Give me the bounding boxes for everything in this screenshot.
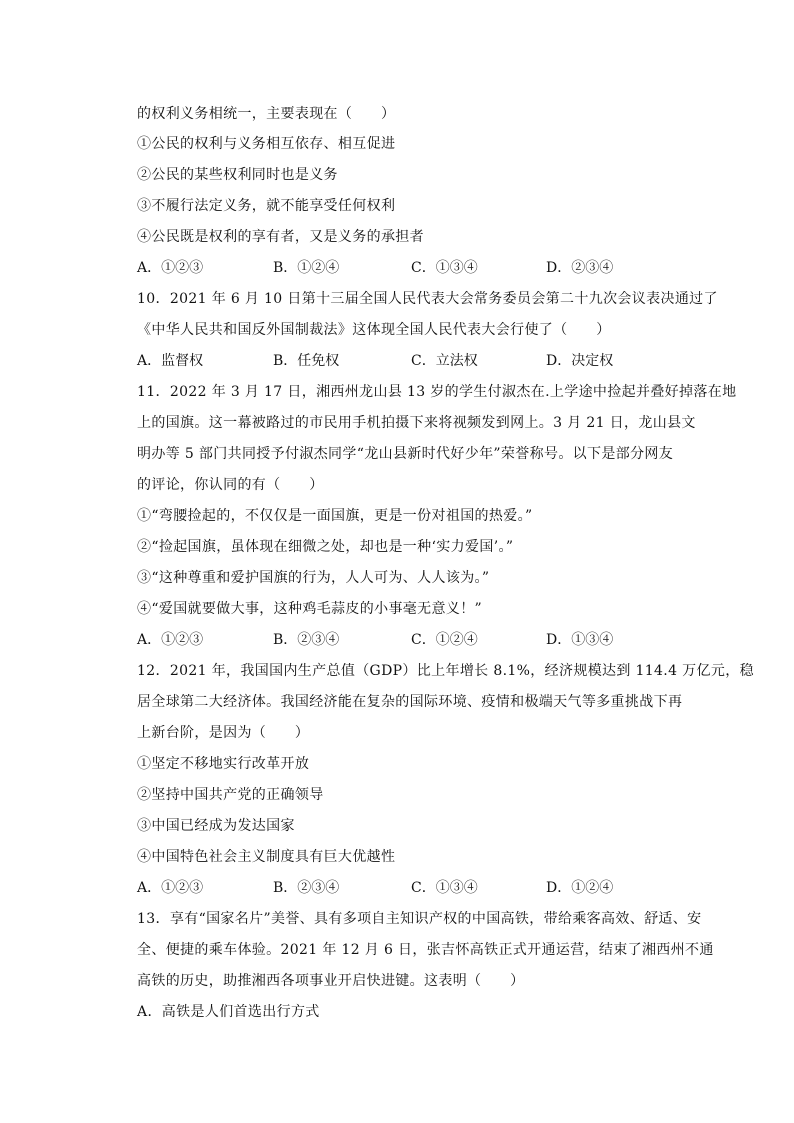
q12-statement-1: ①坚定不移地实行改革开放 (137, 756, 310, 772)
q12-option-c[interactable]: C．①③④ (411, 880, 478, 896)
q9-option-c[interactable]: C．①③④ (411, 260, 478, 276)
q12-stem-line-1: 12．2021 年，我国国内生产总值（GDP）比上年增长 8.1%，经济规模达到 114.4 万亿元，稳 (137, 663, 754, 679)
q9-statement-3: ③不履行法定义务，就不能享受任何权利 (137, 198, 396, 214)
q9-statement-1: ①公民的权利与义务相互依存、相互促进 (137, 136, 396, 152)
q10-option-c[interactable]: C．立法权 (411, 353, 478, 369)
q11-stem-line-4: 的评论，你认同的有（ ） (137, 477, 324, 493)
q10-stem-line-1: 10．2021 年 6 月 10 日第十三届全国人民代表大会常务委员会第二十九次会议表决通过了 (137, 291, 718, 307)
q9-stem-tail: 的权利义务相统一，主要表现在（ ） (137, 106, 396, 122)
q11-options (137, 630, 657, 650)
q12-option-b[interactable]: B．②③④ (273, 880, 340, 896)
q11-statement-1: ①“弯腰捡起的，不仅仅是一面国旗，更是一份对祖国的热爱。” (137, 508, 533, 524)
q11-statement-4: ④“爱国就要做大事，这种鸡毛蒜皮的小事毫无意义！” (137, 601, 483, 617)
q10-stem-line-2: 《中华人民共和国反外国制裁法》这体现全国人民代表大会行使了（ ） (137, 322, 611, 338)
q10-option-d[interactable]: D．决定权 (546, 353, 614, 369)
q9-option-a[interactable]: A．①②③ (137, 260, 204, 276)
q10-option-a[interactable]: A．监督权 (137, 353, 204, 369)
q12-statement-3: ③中国已经成为发达国家 (137, 818, 295, 834)
q11-stem-line-3: 明办等 5 部门共同授予付淑杰同学“龙山县新时代好少年”荣誉称号。以下是部分网友 (137, 446, 674, 462)
q10-options (137, 351, 657, 371)
q13-option-a[interactable]: A．高铁是人们首选出行方式 (137, 1004, 320, 1020)
q12-stem-line-3: 上新台阶，是因为（ ） (137, 725, 310, 741)
q11-option-c[interactable]: C．①②④ (411, 632, 478, 648)
q11-statement-2: ②“捡起国旗，虽体现在细微之处，却也是一种‘实力爱国’。” (137, 539, 514, 555)
q9-option-b[interactable]: B．①②④ (273, 260, 340, 276)
q12-option-d[interactable]: D．①②④ (546, 880, 614, 896)
q13-stem-line-1: 13．享有“国家名片”美誉、具有多项自主知识产权的中国高铁，带给乘客高效、舒适、安 (137, 911, 702, 927)
q11-stem-line-2: 上的国旗。这一幕被路过的市民用手机拍摄下来将视频发到网上。3 月 21 日，龙山县文 (137, 415, 696, 431)
q11-option-a[interactable]: A．①②③ (137, 632, 204, 648)
q13-stem-line-2: 全、便捷的乘车体验。2021 年 12 月 6 日，张吉怀高铁正式开通运营，结束了湘西州不通 (137, 942, 714, 958)
q12-statement-4: ④中国特色社会主义制度具有巨大优越性 (137, 849, 396, 865)
q13-stem-line-3: 高铁的历史，助推湘西各项事业开启快进键。这表明（ ） (137, 973, 525, 989)
q11-statement-3: ③“这种尊重和爱护国旗的行为，人人可为、人人该为。” (137, 570, 490, 586)
q10-option-b[interactable]: B．任免权 (273, 353, 340, 369)
q11-option-b[interactable]: B．②③④ (273, 632, 340, 648)
q11-stem-line-1: 11．2022 年 3 月 17 日，湘西州龙山县 13 岁的学生付淑杰在.上学途中捡起并叠好掉落在地 (137, 384, 737, 400)
q9-options (137, 258, 657, 278)
q12-stem-line-2: 居全球第二大经济体。我国经济能在复杂的国际环境、疫情和极端天气等多重挑战下再 (137, 694, 683, 710)
q12-option-a[interactable]: A．①②③ (137, 880, 204, 896)
q12-statement-2: ②坚持中国共产党的正确领导 (137, 787, 324, 803)
q9-statement-2: ②公民的某些权利同时也是义务 (137, 167, 338, 183)
q9-statement-4: ④公民既是权利的享有者，又是义务的承担者 (137, 229, 424, 245)
q11-option-d[interactable]: D．①③④ (546, 632, 614, 648)
q12-options (137, 878, 657, 898)
q9-option-d[interactable]: D．②③④ (546, 260, 614, 276)
